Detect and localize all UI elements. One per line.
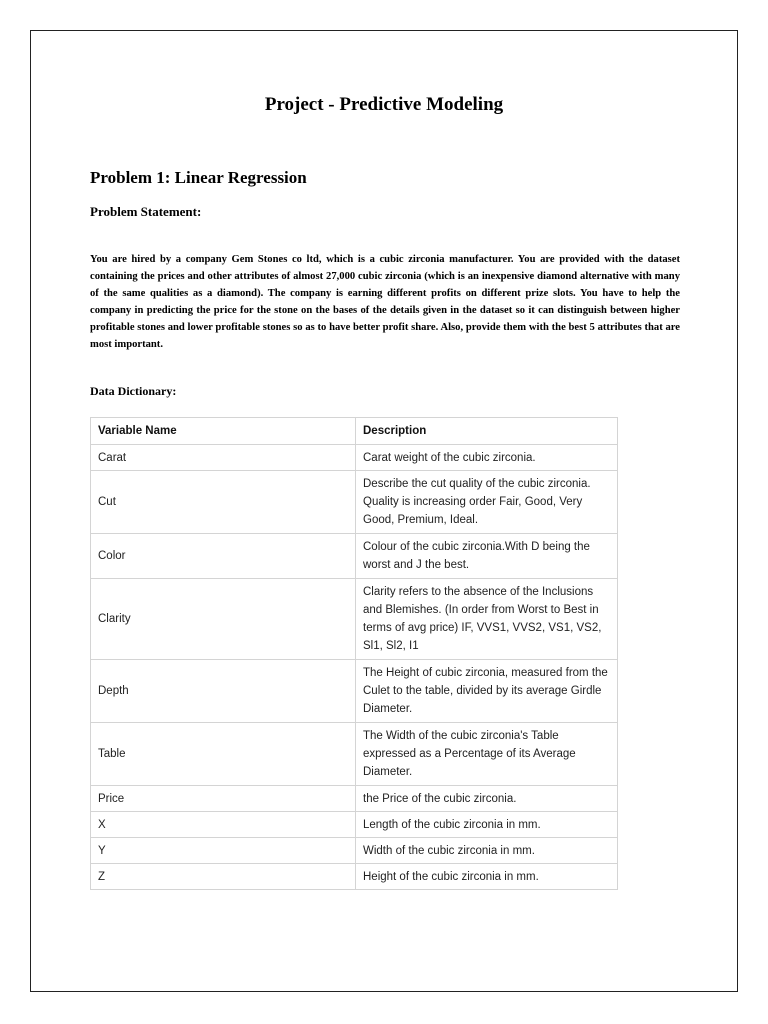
description-cell: The Height of cubic zirconia, measured from the Culet to the table, divided by its average Girdle Diameter.: [356, 660, 618, 723]
table-row: [91, 812, 618, 838]
description-cell: The Width of the cubic zirconia's Table expressed as a Percentage of its Average Diameter.: [356, 723, 618, 786]
table-row: [91, 445, 618, 471]
table-header-row: [91, 418, 618, 445]
description-cell: Width of the cubic zirconia in mm.: [356, 838, 618, 864]
problem-heading: Problem 1: Linear Regression: [90, 168, 307, 187]
table-row: [91, 534, 618, 579]
description-cell: Clarity refers to the absence of the Inclusions and Blemishes. (In order from Worst to Best in terms of avg price) IF, VVS1, VVS2, VS1, VS2, Sl1, Sl2, I1: [356, 579, 618, 660]
description-cell: Height of the cubic zirconia in mm.: [356, 864, 618, 890]
description-cell: Colour of the cubic zirconia.With D being the worst and J the best.: [356, 534, 618, 579]
variable-name-cell: Carat: [91, 445, 356, 471]
data-dictionary-table: [90, 417, 618, 890]
variable-name-cell: Depth: [91, 660, 356, 723]
variable-name-cell: Z: [91, 864, 356, 890]
variable-name-cell: Cut: [91, 471, 356, 534]
description-cell: Carat weight of the cubic zirconia.: [356, 445, 618, 471]
description-cell: the Price of the cubic zirconia.: [356, 786, 618, 812]
column-header-variable-name: Variable Name: [91, 418, 356, 445]
variable-name-cell: Table: [91, 723, 356, 786]
description-cell: Length of the cubic zirconia in mm.: [356, 812, 618, 838]
data-dictionary-heading: Data Dictionary:: [90, 384, 177, 398]
table-row: [91, 864, 618, 890]
variable-name-cell: Color: [91, 534, 356, 579]
table-row: [91, 660, 618, 723]
table-row: [91, 579, 618, 660]
table-row: [91, 471, 618, 534]
variable-name-cell: Price: [91, 786, 356, 812]
variable-name-cell: X: [91, 812, 356, 838]
description-cell: Describe the cut quality of the cubic zirconia. Quality is increasing order Fair, Good, Very Good, Premium, Ideal.: [356, 471, 618, 534]
column-header-description: Description: [356, 418, 618, 445]
table-row: [91, 723, 618, 786]
problem-statement-body: You are hired by a company Gem Stones co ltd, which is a cubic zirconia manufacturer. You are provided with the dataset containing the prices and other attributes of almost 27,000 cubic zirconia (which is an inexpensive diamond alternative with many of the same qualities as a diamond). The company is earning different profits on different prize slots. You have to help the company in predicting the price for the stone on the bases of the details given in the dataset so it can distinguish between higher profitable stones and lower profitable stones so as to have better profit share. Also, provide them with the best 5 attributes that are most important.: [90, 254, 680, 350]
table-row: [91, 838, 618, 864]
problem-statement-heading: Problem Statement:: [90, 204, 202, 219]
document-title: Project - Predictive Modeling: [264, 94, 504, 115]
table-row: [91, 786, 618, 812]
variable-name-cell: Y: [91, 838, 356, 864]
variable-name-cell: Clarity: [91, 579, 356, 660]
